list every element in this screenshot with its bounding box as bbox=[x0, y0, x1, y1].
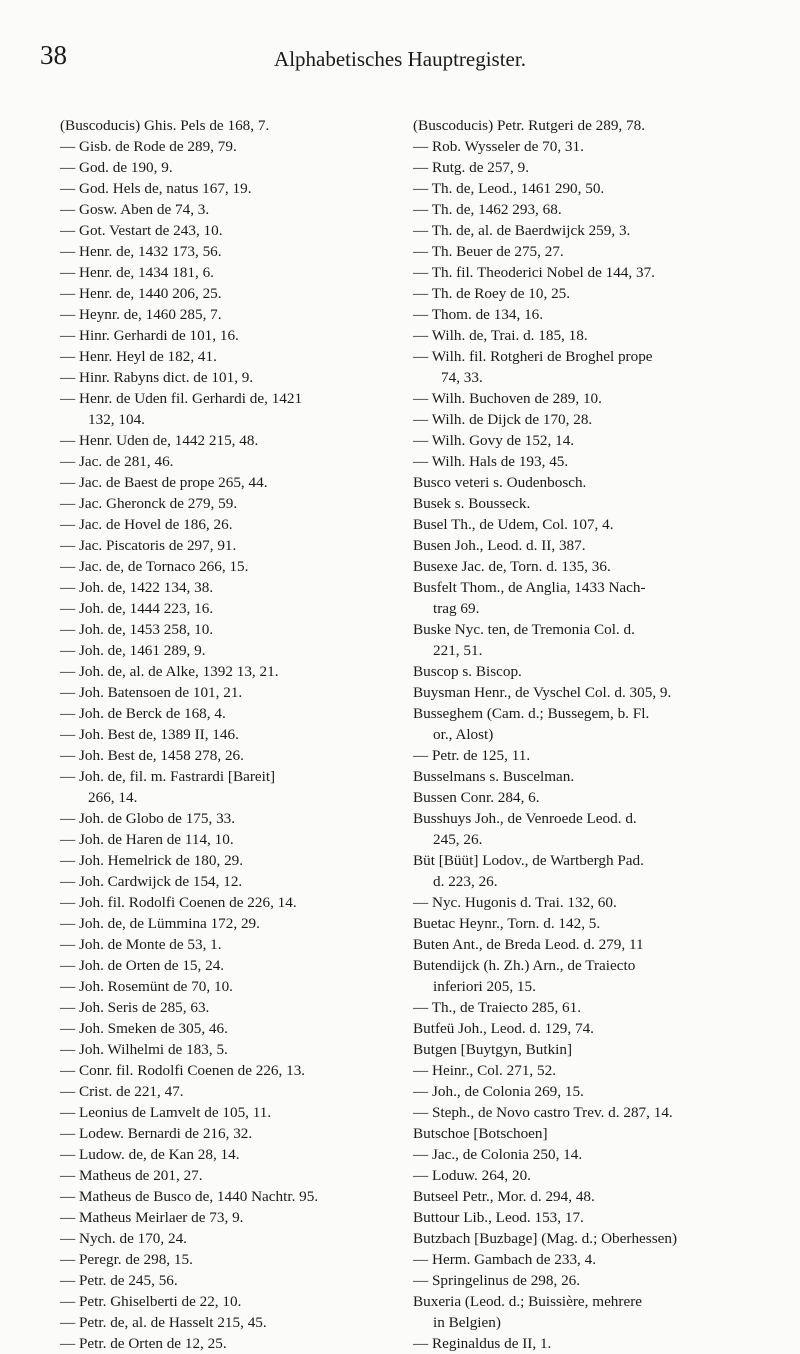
index-entry: Butschoe [Botschoen] bbox=[413, 1125, 548, 1142]
index-entry: — Jac. de Baest de prope 265, 44. bbox=[60, 474, 268, 491]
index-entry: — Steph., de Novo castro Trev. d. 287, 14. bbox=[413, 1104, 673, 1121]
index-entry: Busselmans s. Buscelman. bbox=[413, 768, 575, 785]
index-entry: — Joh. de Monte de 53, 1. bbox=[60, 936, 222, 953]
index-entry: 266, 14. bbox=[88, 789, 138, 806]
index-entry: — Jac. de 281, 46. bbox=[60, 453, 174, 470]
index-entry: Buttour Lib., Leod. 153, 17. bbox=[413, 1209, 584, 1226]
index-entry: — Th. de Roey de 10, 25. bbox=[413, 285, 571, 302]
index-entry: — Wilh. de, Trai. d. 185, 18. bbox=[413, 327, 588, 344]
index-entry: — Joh. de, de Lümmina 172, 29. bbox=[60, 915, 260, 932]
index-entry: — Wilh. Buchoven de 289, 10. bbox=[413, 390, 602, 407]
index-entry: — Joh. de Globo de 175, 33. bbox=[60, 810, 236, 827]
index-entry: (Buscoducis) Petr. Rutgeri de 289, 78. bbox=[413, 117, 646, 134]
index-entry: — Wilh. Hals de 193, 45. bbox=[413, 453, 569, 470]
index-entry: 74, 33. bbox=[441, 369, 483, 386]
index-entry: — Jac. de, de Tornaco 266, 15. bbox=[60, 558, 249, 575]
index-entry: Butendijck (h. Zh.) Arn., de Traiecto bbox=[413, 957, 636, 974]
index-entry: — Joh., de Colonia 269, 15. bbox=[413, 1083, 584, 1100]
index-entry: — Henr. Uden de, 1442 215, 48. bbox=[60, 432, 259, 449]
index-entry: — Joh. Smeken de 305, 46. bbox=[60, 1020, 228, 1037]
index-entry: — Joh. fil. Rodolfi Coenen de 226, 14. bbox=[60, 894, 297, 911]
index-entry: — Petr. de 245, 56. bbox=[60, 1272, 178, 1289]
index-entry: — Thom. de 134, 16. bbox=[413, 306, 544, 323]
index-entry: Busseghem (Cam. d.; Bussegem, b. Fl. bbox=[413, 705, 650, 722]
index-entry: — Jac. de Hovel de 186, 26. bbox=[60, 516, 233, 533]
index-entry: Buxeria (Leod. d.; Buissière, mehrere bbox=[413, 1293, 642, 1310]
index-entry: Buysman Henr., de Vyschel Col. d. 305, 9. bbox=[413, 684, 672, 701]
index-entry: — Jac. Gheronck de 279, 59. bbox=[60, 495, 238, 512]
index-entry: Busek s. Bousseck. bbox=[413, 495, 531, 512]
index-entry: — Joh. Hemelrick de 180, 29. bbox=[60, 852, 244, 869]
index-entry: — Crist. de 221, 47. bbox=[60, 1083, 184, 1100]
index-entry: in Belgien) bbox=[433, 1314, 501, 1331]
index-entry: — Springelinus de 298, 26. bbox=[413, 1272, 581, 1289]
index-column-left bbox=[60, 115, 420, 1354]
index-entry: — Henr. de Uden fil. Gerhardi de, 1421 bbox=[60, 390, 303, 407]
index-entry: — Gisb. de Rode de 289, 79. bbox=[60, 138, 237, 155]
index-entry: — Joh. Best de, 1458 278, 26. bbox=[60, 747, 244, 764]
index-entry: — Joh. de, 1444 223, 16. bbox=[60, 600, 214, 617]
index-entry: Busfelt Thom., de Anglia, 1433 Nach- bbox=[413, 579, 646, 596]
index-entry: — Henr. de, 1432 173, 56. bbox=[60, 243, 222, 260]
index-entry: — Joh. de, 1453 258, 10. bbox=[60, 621, 214, 638]
index-entry: — Joh. Seris de 285, 63. bbox=[60, 999, 210, 1016]
index-entry: — Jac., de Colonia 250, 14. bbox=[413, 1146, 583, 1163]
index-entry: Busexe Jac. de, Torn. d. 135, 36. bbox=[413, 558, 611, 575]
index-entry: — Petr. de Orten de 12, 25. bbox=[60, 1335, 227, 1352]
index-entry: Busco veteri s. Oudenbosch. bbox=[413, 474, 587, 491]
index-entry: — Th. de, Leod., 1461 290, 50. bbox=[413, 180, 605, 197]
index-entry: — Jac. Piscatoris de 297, 91. bbox=[60, 537, 237, 554]
index-entry: Busshuys Joh., de Venroede Leod. d. bbox=[413, 810, 637, 827]
index-entry: — Joh. de Orten de 15, 24. bbox=[60, 957, 225, 974]
index-entry: — Joh. de, 1461 289, 9. bbox=[60, 642, 206, 659]
index-entry: Butzbach [Buzbage] (Mag. d.; Oberhessen) bbox=[413, 1230, 678, 1247]
index-entry: — Henr. de, 1434 181, 6. bbox=[60, 264, 214, 281]
index-entry: — God. de 190, 9. bbox=[60, 159, 173, 176]
index-entry: — Leonius de Lamvelt de 105, 11. bbox=[60, 1104, 272, 1121]
index-entry: — Wilh. fil. Rotgheri de Broghel prope bbox=[413, 348, 653, 365]
index-entry: Buetac Heynr., Torn. d. 142, 5. bbox=[413, 915, 601, 932]
index-entry: — Joh. de, 1422 134, 38. bbox=[60, 579, 214, 596]
index-entry: Butfeü Joh., Leod. d. 129, 74. bbox=[413, 1020, 594, 1037]
index-entry: Busen Joh., Leod. d. II, 387. bbox=[413, 537, 586, 554]
index-entry: — Joh. de, fil. m. Fastrardi [Bareit] bbox=[60, 768, 276, 785]
index-entry: — Petr. Ghiselberti de 22, 10. bbox=[60, 1293, 242, 1310]
index-entry: — Wilh. de Dijck de 170, 28. bbox=[413, 411, 593, 428]
index-entry: — Rob. Wysseler de 70, 31. bbox=[413, 138, 584, 155]
index-entry: — Joh. de, al. de Alke, 1392 13, 21. bbox=[60, 663, 279, 680]
index-entry: 221, 51. bbox=[433, 642, 483, 659]
index-entry: — Th. de, al. de Baerdwijck 259, 3. bbox=[413, 222, 631, 239]
index-entry: — Rutg. de 257, 9. bbox=[413, 159, 530, 176]
index-entry: — Loduw. 264, 20. bbox=[413, 1167, 531, 1184]
index-entry: Büt [Büüt] Lodov., de Wartbergh Pad. bbox=[413, 852, 644, 869]
index-entry: Bussen Conr. 284, 6. bbox=[413, 789, 540, 806]
index-entry: — Reginaldus de II, 1. bbox=[413, 1335, 552, 1352]
index-column-right bbox=[413, 115, 793, 1354]
index-entry: — Heynr. de, 1460 285, 7. bbox=[60, 306, 222, 323]
index-entry: — Lodew. Bernardi de 216, 32. bbox=[60, 1125, 253, 1142]
index-entry: — Heinr., Col. 271, 52. bbox=[413, 1062, 557, 1079]
index-entry: — Joh. Cardwijck de 154, 12. bbox=[60, 873, 243, 890]
index-entry: — Henr. de, 1440 206, 25. bbox=[60, 285, 222, 302]
index-entry: — Henr. Heyl de 182, 41. bbox=[60, 348, 217, 365]
index-entry: — Conr. fil. Rodolfi Coenen de 226, 13. bbox=[60, 1062, 306, 1079]
index-entry: — Got. Vestart de 243, 10. bbox=[60, 222, 223, 239]
index-entry: inferiori 205, 15. bbox=[433, 978, 536, 995]
index-entry: — Matheus de 201, 27. bbox=[60, 1167, 203, 1184]
index-entry: — Nyc. Hugonis d. Trai. 132, 60. bbox=[413, 894, 617, 911]
index-entry: — Joh. de Haren de 114, 10. bbox=[60, 831, 234, 848]
index-entry: Butgen [Buytgyn, Butkin] bbox=[413, 1041, 573, 1058]
index-entry: — Peregr. de 298, 15. bbox=[60, 1251, 193, 1268]
index-entry: — Petr. de, al. de Hasselt 215, 45. bbox=[60, 1314, 267, 1331]
index-entry: trag 69. bbox=[433, 600, 480, 617]
index-entry: — Th. Beuer de 275, 27. bbox=[413, 243, 564, 260]
index-entry: (Buscoducis) Ghis. Pels de 168, 7. bbox=[60, 117, 270, 134]
page-number: 38 bbox=[40, 40, 67, 70]
index-entry: — Hinr. Gerhardi de 101, 16. bbox=[60, 327, 239, 344]
index-entry: — Matheus Meirlaer de 73, 9. bbox=[60, 1209, 244, 1226]
index-entry: or., Alost) bbox=[433, 726, 494, 743]
index-entry: — Gosw. Aben de 74, 3. bbox=[60, 201, 210, 218]
index-entry: — Nych. de 170, 24. bbox=[60, 1230, 187, 1247]
index-entry: — Joh. Rosemünt de 70, 10. bbox=[60, 978, 233, 995]
index-entry: Buscop s. Biscop. bbox=[413, 663, 522, 680]
index-entry: — Joh. Best de, 1389 II, 146. bbox=[60, 726, 239, 743]
index-entry: — Ludow. de, de Kan 28, 14. bbox=[60, 1146, 240, 1163]
index-entry: — Hinr. Rabyns dict. de 101, 9. bbox=[60, 369, 254, 386]
index-entry: 132, 104. bbox=[88, 411, 145, 428]
index-entry: — Th. de, 1462 293, 68. bbox=[413, 201, 562, 218]
index-entry: — Th. fil. Theoderici Nobel de 144, 37. bbox=[413, 264, 655, 281]
index-entry: d. 223, 26. bbox=[433, 873, 498, 890]
index-entry: Buten Ant., de Breda Leod. d. 279, 11 bbox=[413, 936, 644, 953]
index-entry: — Joh. Wilhelmi de 183, 5. bbox=[60, 1041, 228, 1058]
page-header bbox=[0, 40, 800, 80]
index-entry: 245, 26. bbox=[433, 831, 483, 848]
index-entry: Buske Nyc. ten, de Tremonia Col. d. bbox=[413, 621, 635, 638]
index-entry: — God. Hels de, natus 167, 19. bbox=[60, 180, 252, 197]
index-entry: Butseel Petr., Mor. d. 294, 48. bbox=[413, 1188, 595, 1205]
index-entry: — Joh. Batensoen de 101, 21. bbox=[60, 684, 243, 701]
running-title: Alphabetisches Hauptregister. bbox=[274, 47, 526, 71]
index-entry: — Matheus de Busco de, 1440 Nachtr. 95. bbox=[60, 1188, 319, 1205]
index-entry: — Joh. de Berck de 168, 4. bbox=[60, 705, 226, 722]
index-entry: — Petr. de 125, 11. bbox=[413, 747, 531, 764]
index-entry: Busel Th., de Udem, Col. 107, 4. bbox=[413, 516, 614, 533]
index-entry: — Wilh. Govy de 152, 14. bbox=[413, 432, 575, 449]
index-entry: — Th., de Traiecto 285, 61. bbox=[413, 999, 582, 1016]
index-entry: — Herm. Gambach de 233, 4. bbox=[413, 1251, 597, 1268]
